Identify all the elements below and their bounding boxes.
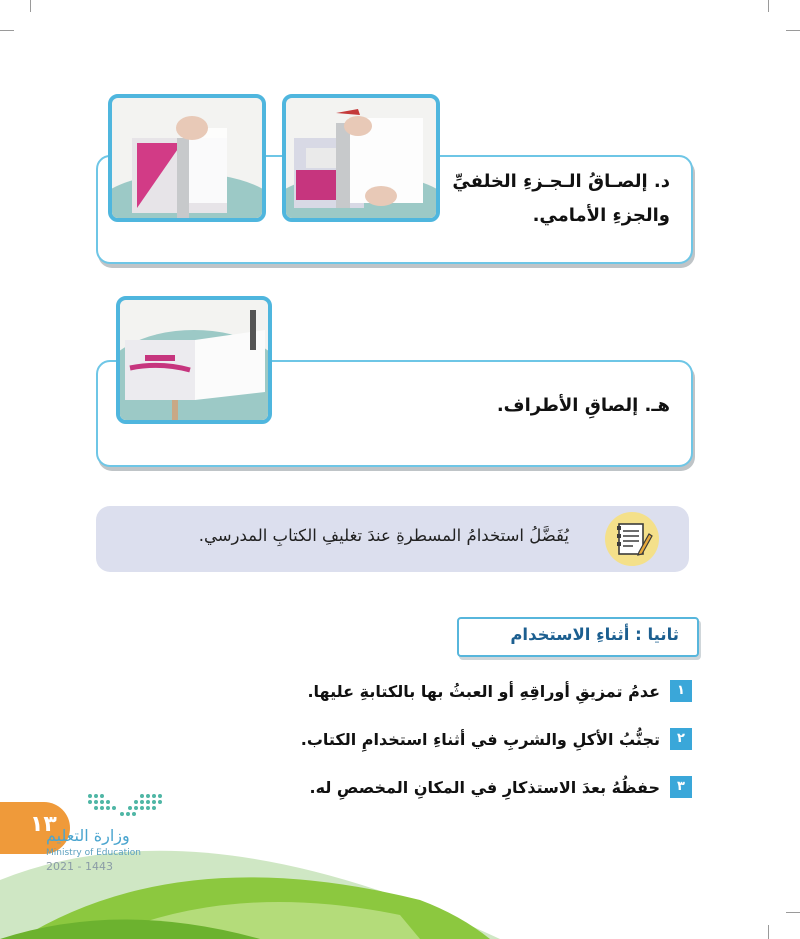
tip-note-text: يُفَضَّلُ استخدامُ المسطرةِ عندَ تغليفِ الكتابِ المدرسي. — [198, 526, 569, 545]
ministry-name-en: Ministry of Education — [46, 848, 141, 858]
list-item-number: ٢ — [670, 728, 692, 750]
page-number: ١٣ — [30, 812, 57, 837]
step-d-line2: والجزءِ الأمامي. — [532, 205, 670, 226]
list-item-text: عدمُ تمزيقِ أوراقِهِ أو العبثُ بها بالكتابةِ عليها. — [307, 681, 660, 701]
section-heading-text: ثانيا : أثناءِ الاستخدام — [510, 625, 679, 644]
edition-year: 2021 - 1443 — [46, 860, 113, 873]
list-item-number: ١ — [670, 680, 692, 702]
step-h-text: هـ. إلصاقِ الأطراف. — [496, 395, 670, 416]
ministry-logo-dots — [82, 790, 192, 820]
list-item-number: ٣ — [670, 776, 692, 798]
list-item-text: تجنُّبُ الأكلِ والشربِ في أثناءِ استخدامِ الكتاب. — [300, 729, 660, 749]
step-d-line1: د. إلصـاقُ الـجـزءِ الخلفيِّ — [452, 171, 670, 192]
ministry-name-ar: وزارة التعليم — [46, 826, 130, 845]
list-item-text: حفظُهُ بعدَ الاستذكارِ في المكانِ المخصصِ له. — [309, 777, 660, 797]
